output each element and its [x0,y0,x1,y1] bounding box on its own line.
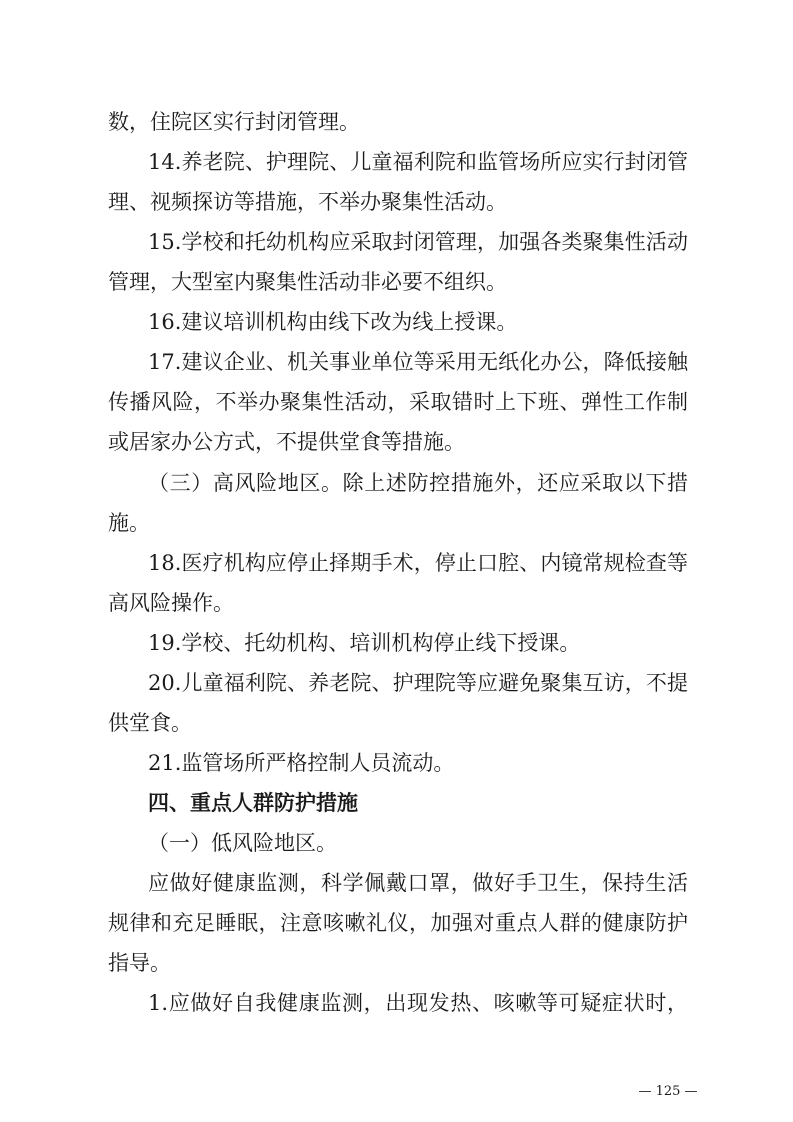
line-text: 16.建议培训机构由线下改为线上授课。 [148,310,518,334]
subsection-heading [0,823,793,863]
line-text: 14.养老院、护理院、儿童福利院和监管场所应实行封闭管 [148,150,688,174]
line-text: 应做好健康监测，科学佩戴口罩，做好手卫生，保持生活 [148,871,688,895]
text-line [0,182,793,222]
text-line [0,743,793,783]
line-text: 19.学校、托幼机构、培训机构停止线下授课。 [148,631,581,655]
text-line [0,503,793,543]
text-line [0,623,793,663]
line-text: 15.学校和托幼机构应采取封闭管理，加强各类聚集性活动 [148,230,688,254]
line-text: 高风险操作。 [108,591,234,615]
text-line [0,142,793,182]
line-text: 18.医疗机构应停止择期手术，停止口腔、内镜常规检查等 [148,551,688,575]
line-text: 1.应做好自我健康监测，出现发热、咳嗽等可疑症状时， [148,991,688,1015]
line-text: 21.监管场所严格控制人员流动。 [148,751,455,775]
text-line [0,102,793,142]
text-line [0,543,793,583]
text-line [0,222,793,262]
line-text: 数，住院区实行封闭管理。 [108,110,360,134]
line-text: （三）高风险地区。除上述防控措施外，还应采取以下措 [148,471,688,495]
text-line [0,903,793,943]
text-line [0,983,793,1023]
line-text: 施。 [108,511,150,535]
page-number: — 125 — [638,1084,698,1099]
text-line [0,342,793,382]
text-line [0,583,793,623]
line-text: 20.儿童福利院、养老院、护理院等应避免聚集互访，不提 [148,671,688,695]
section-heading [0,783,793,823]
line-text: 供堂食。 [108,711,192,735]
line-text: 规律和充足睡眠，注意咳嗽礼仪，加强对重点人群的健康防护 [108,911,688,935]
line-text: 指导。 [108,951,171,975]
text-line [0,943,793,983]
line-text: 17.建议企业、机关事业单位等采用无纸化办公，降低接触 [148,350,688,374]
heading-text: 四、重点人群防护措施 [148,791,358,815]
text-line [0,463,793,503]
text-line [0,422,793,462]
line-text: 或居家办公方式，不提供堂食等措施。 [108,430,465,454]
text-line [0,663,793,703]
text-line [0,382,793,422]
line-text: 传播风险，不举办聚集性活动，采取错时上下班、弹性工作制 [108,390,688,414]
text-line [0,302,793,342]
text-line [0,863,793,903]
text-line [0,262,793,302]
line-text: 理、视频探访等措施，不举办聚集性活动。 [108,190,507,214]
line-text: （一）低风险地区。 [148,831,337,855]
text-line [0,703,793,743]
line-text: 管理，大型室内聚集性活动非必要不组织。 [108,270,507,294]
